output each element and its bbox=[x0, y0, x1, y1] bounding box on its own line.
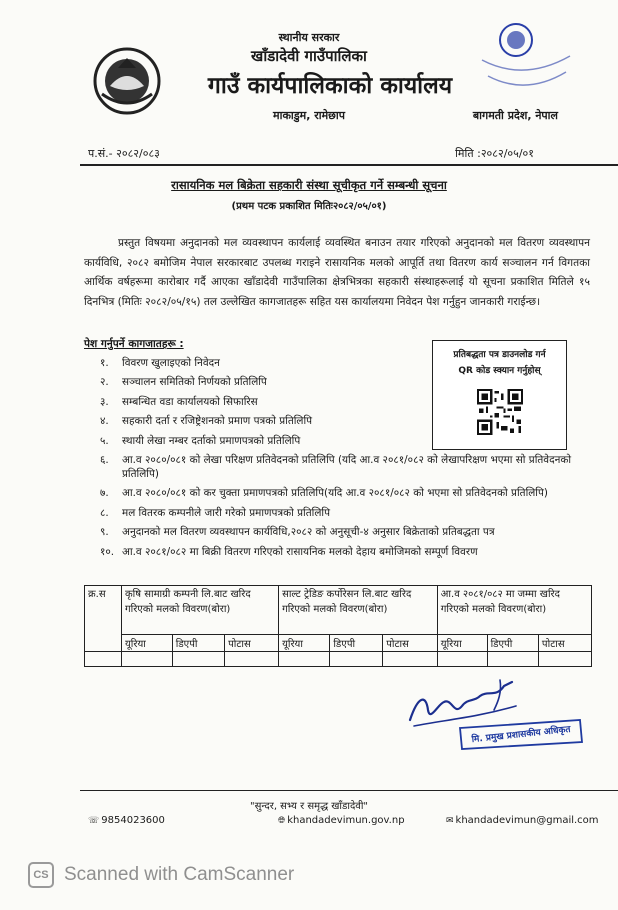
camscanner-watermark bbox=[28, 860, 294, 890]
footer-phone bbox=[88, 815, 165, 826]
footer-email-text[interactable]: khandadevimun@gmail.com bbox=[455, 815, 599, 826]
table-cell bbox=[538, 652, 591, 667]
table-cell bbox=[172, 652, 224, 667]
list-item-text: स्थायी लेखा नम्बर दर्ताको प्रमाणपत्रको प्रतिलिपि bbox=[122, 434, 301, 447]
list-item-text: विवरण खुलाइएको निवेदन bbox=[122, 357, 220, 369]
notice-published-date: (प्रथम पटक प्रकाशित मितिः२०८२/०५/०१) bbox=[231, 201, 387, 212]
notice-subject bbox=[0, 178, 618, 193]
mail-icon: ✉ bbox=[446, 816, 454, 826]
table-header-sn: क्र.स bbox=[85, 586, 122, 652]
table-cell bbox=[279, 652, 330, 667]
globe-icon: 🌐︎ bbox=[278, 816, 286, 826]
footer-website[interactable] bbox=[278, 815, 405, 826]
list-item-text: आ.व २०८०/०८१ को लेखा परिक्षण प्रतिवेदनको प्रतिलिपि (यदि आ.व २०८१/०८२ को लेखापरिक्षण भएमा सो प्रतिवेदनको प्रतिलिपि) bbox=[122, 453, 572, 480]
list-item bbox=[100, 486, 590, 500]
table-header-row bbox=[85, 586, 592, 635]
list-item-text: आ.व २०८०/०८१ को कर चुक्ता प्रमाणपत्रको प्रतिलिपि(यदि आ.व २०८१/०८२ को भएमा सो प्रतिवेदनको प्रतिलिपि) bbox=[122, 487, 548, 500]
table-cell bbox=[225, 652, 279, 667]
list-item-number: १०. bbox=[100, 545, 115, 558]
header-line-local-govt: स्थानीय सरकार bbox=[278, 31, 340, 44]
list-item bbox=[100, 525, 590, 539]
table-header-group1: कृषि सामाग्री कम्पनी लि.बाट खरिद गरिएको मलको विवरण(बोरा) bbox=[122, 586, 279, 635]
table-cell bbox=[85, 652, 122, 667]
qr-caption-line1: प्रतिबद्धता पत्र डाउनलोड गर्न bbox=[453, 350, 546, 360]
list-item bbox=[100, 506, 590, 520]
list-item-number: ६. bbox=[100, 453, 109, 466]
table-cell bbox=[330, 652, 383, 667]
qr-download-box bbox=[432, 340, 567, 450]
list-item-text: मल वितरक कम्पनीले जारी गरेको प्रमाणपत्रको प्रतिलिपि bbox=[122, 506, 330, 519]
footer-email[interactable] bbox=[446, 815, 599, 826]
table-cell bbox=[487, 652, 538, 667]
footer-motto: "सुन्दर, सभ्य र समृद्ध खाँडादेवी" bbox=[249, 801, 369, 812]
list-item bbox=[100, 545, 590, 559]
official-stamp bbox=[456, 718, 586, 750]
header-divider bbox=[80, 164, 618, 166]
notice-body: प्रस्तुत विषयमा अनुदानको मल व्यवस्थापन कार्यलाई व्यवस्थित बनाउन तयार गरिएको अनुदानको मल वितरण व्यवस्थापन कार्यविधि, २०८२ बमोजिम नेपाल सरकारबाट उपलब्ध गराइने रासायनिक मलको आपूर्ति तथा वितरण कार्य सञ्चालन गर्न विगतका आर्थिक वर्षहरूमा कारोबार गर्दै आएका खाँडादेवी गाउँपालिका क्षेत्रभित्रका सहकारी संस्थाहरूलाई यो सूचना प्रकाशित मितिले १५ दिनभित्र (मितिः २०८२/०५/१५) तल उल्लेखित कागजातहरू सहित यस कार्यालयमा निवेदन पेश गर्नुहुन जानकारी गराईन्छ। bbox=[84, 237, 590, 308]
table-subheader-urea: यूरिया bbox=[279, 635, 330, 652]
table-header-group3: आ.व २०८१/०८२ मा जम्मा खरिद गरिएको मलको विवरण(बोरा) bbox=[437, 586, 591, 635]
list-item-number: ७. bbox=[100, 487, 109, 500]
list-item-text: सम्बन्धित वडा कार्यालयको सिफारिस bbox=[122, 395, 258, 408]
table-header-group2: साल्ट ट्रेडिङ कर्पोरेसन लि.बाट खरिद गरिएको मलको विवरण(बोरा) bbox=[279, 586, 438, 635]
camscanner-text: Scanned with CamScanner bbox=[64, 864, 295, 885]
header-province: बागमती प्रदेश, नेपाल bbox=[472, 109, 558, 122]
camscanner-logo-icon: CS bbox=[28, 862, 54, 888]
list-item-text: सहकारी दर्ता र रजिष्ट्रेशनको प्रमाण पत्रको प्रतिलिपि bbox=[122, 415, 313, 428]
fertilizer-sales-table bbox=[84, 585, 592, 667]
reference-date: मिति :२०८२/०५/०१ bbox=[455, 147, 534, 160]
list-item-number: १. bbox=[100, 357, 109, 369]
footer-divider bbox=[80, 790, 618, 791]
header-location: माकाडुम, रामेछाप bbox=[273, 109, 345, 122]
table-subheader-row bbox=[85, 635, 592, 652]
list-item-text: आ.व २०८१/०८२ मा बिक्री वितरण गरिएको रासायनिक मलको देहाय बमोजिमको सम्पूर्ण विवरण bbox=[122, 545, 478, 558]
header-office-title: गाउँ कार्यपालिकाको कार्यालय bbox=[207, 73, 453, 99]
list-item-number: ५. bbox=[100, 434, 109, 447]
table-subheader-potash: पोटास bbox=[225, 635, 279, 652]
list-item-number: ८. bbox=[100, 506, 109, 519]
notice-subject-text: रासायनिक मल बिक्रेता सहकारी संस्था सूचीकृत गर्ने सम्बन्धी सूचना bbox=[171, 178, 447, 192]
header-municipality-name: खाँडादेवी गाउँपालिका bbox=[251, 47, 367, 65]
table-cell bbox=[383, 652, 438, 667]
list-item bbox=[100, 453, 590, 481]
table-row bbox=[85, 652, 592, 667]
table-subheader-urea: यूरिया bbox=[122, 635, 173, 652]
table-subheader-urea: यूरिया bbox=[437, 635, 487, 652]
table-cell bbox=[122, 652, 173, 667]
list-item-text: अनुदानको मल वितरण व्यवस्थापन कार्यविधि,२०८२ को अनुसूची-४ अनुसार बिक्रेताको प्रतिबद्धता पत्र bbox=[122, 526, 495, 539]
list-item-text: सञ्चालन समितिको निर्णयको प्रतिलिपि bbox=[122, 376, 267, 389]
footer-phone-text: 9854023600 bbox=[101, 815, 165, 826]
docs-heading: पेश गर्नुपर्ने कागजातहरू : bbox=[84, 338, 184, 350]
footer-website-text[interactable]: khandadevimun.gov.np bbox=[287, 815, 405, 826]
table-subheader-dap: डिएपी bbox=[487, 635, 538, 652]
list-item-number: ४. bbox=[100, 415, 109, 428]
table-cell bbox=[437, 652, 487, 667]
table-subheader-dap: डिएपी bbox=[330, 635, 383, 652]
phone-icon: ☏ bbox=[88, 816, 100, 826]
qr-code-icon[interactable] bbox=[477, 389, 523, 435]
list-item-number: ९. bbox=[100, 526, 109, 539]
list-item-number: ३. bbox=[100, 395, 109, 408]
table-subheader-dap: डिएपी bbox=[172, 635, 224, 652]
table-subheader-potash: पोटास bbox=[538, 635, 591, 652]
list-item-number: २. bbox=[100, 376, 109, 389]
stamp-text: मि. प्रमुख प्रशासकीय अधिकृत bbox=[471, 724, 572, 746]
table-subheader-potash: पोटास bbox=[383, 635, 438, 652]
reference-number: प.सं.- २०८२/०८३ bbox=[88, 147, 160, 160]
qr-caption-line2: QR कोड स्क्यान गर्नुहोस् bbox=[458, 366, 541, 376]
